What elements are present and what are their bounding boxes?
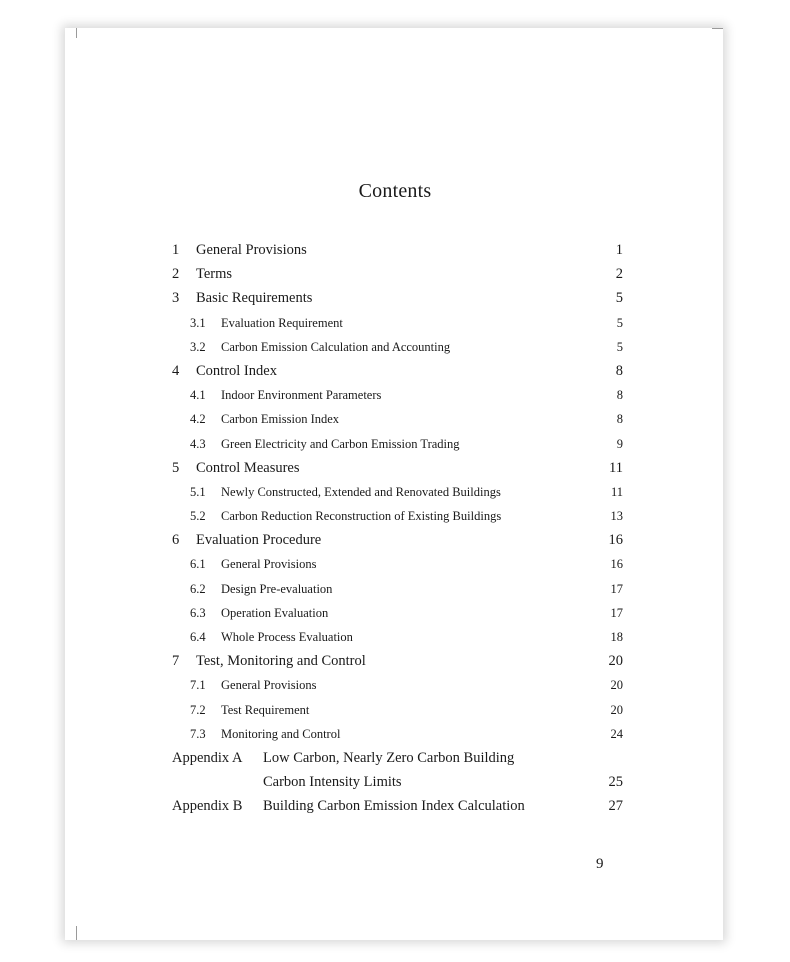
toc-page: 9 (616, 436, 623, 451)
toc-number: 4 (172, 362, 180, 379)
toc-number: 4.2 (190, 412, 206, 427)
toc-number: 2 (172, 266, 180, 283)
toc-subentry[interactable] (172, 601, 623, 625)
toc-entry[interactable] (172, 238, 623, 262)
page-number: 9 (596, 856, 604, 872)
toc-page: 20 (610, 702, 623, 717)
toc-number: 4.3 (190, 436, 206, 451)
toc-page: 24 (610, 726, 623, 741)
toc-label: General Provisions (196, 242, 307, 258)
toc-number: 7.3 (190, 726, 206, 741)
toc-label: Monitoring and Control (221, 726, 341, 741)
toc-subentry[interactable] (172, 480, 623, 504)
toc-number: 4.1 (190, 388, 206, 403)
toc-entry[interactable] (172, 456, 623, 480)
toc-subentry[interactable] (172, 407, 623, 431)
toc-number: 3.2 (190, 339, 206, 354)
toc-entry[interactable] (172, 286, 623, 310)
toc-subentry[interactable] (172, 673, 623, 697)
toc-number: 7.1 (190, 678, 206, 693)
toc-page: 8 (616, 388, 623, 403)
toc-page: 2 (615, 266, 623, 283)
appendix-title-line2: Carbon Intensity Limits (263, 774, 402, 791)
toc-label: Carbon Emission Calculation and Accounting (221, 339, 451, 354)
toc-entry[interactable] (172, 359, 623, 383)
toc-page: 5 (616, 339, 623, 354)
toc-page: 1 (615, 242, 623, 258)
appendix-key: Appendix B (172, 798, 243, 815)
toc-subentry[interactable] (172, 698, 623, 722)
toc-number: 7.2 (190, 702, 206, 717)
toc-appendix-b[interactable] (172, 794, 623, 818)
toc-subentry[interactable] (172, 625, 623, 649)
toc-number: 6.1 (190, 557, 206, 572)
toc-label: Indoor Environment Parameters (221, 388, 382, 403)
crop-mark-bottom-left (76, 926, 77, 940)
toc-page: 27 (608, 798, 623, 815)
appendix-title: Building Carbon Emission Index Calculation (263, 798, 525, 815)
toc-label: Carbon Emission Index (221, 412, 340, 427)
toc-page: 8 (615, 362, 623, 379)
page-title: Contents (358, 180, 432, 202)
toc-entry[interactable] (172, 528, 623, 552)
appendix-title-line1: Low Carbon, Nearly Zero Carbon Building (263, 749, 515, 766)
toc-label: Green Electricity and Carbon Emission Trading (221, 436, 460, 451)
toc-subentry[interactable] (172, 335, 623, 359)
toc-page: 13 (610, 509, 623, 524)
toc-label: Basic Requirements (196, 290, 313, 307)
toc-label: General Provisions (221, 557, 317, 572)
toc-subentry[interactable] (172, 577, 623, 601)
toc-page: 25 (608, 774, 623, 791)
toc-page: 8 (616, 412, 623, 427)
toc-page: 18 (610, 630, 623, 644)
table-of-contents (172, 238, 623, 819)
appendix-key: Appendix A (172, 749, 243, 766)
toc-page: 17 (610, 581, 623, 596)
toc-label: Evaluation Requirement (221, 315, 343, 330)
toc-subentry[interactable] (172, 311, 623, 335)
toc-label: Operation Evaluation (221, 605, 329, 620)
toc-page: 11 (610, 484, 623, 499)
toc-page: 5 (615, 290, 623, 307)
toc-entry[interactable] (172, 262, 623, 286)
toc-label: Test Requirement (221, 702, 310, 717)
crop-mark-top-right (712, 28, 723, 29)
toc-page: 16 (610, 557, 623, 572)
toc-subentry[interactable] (172, 504, 623, 528)
toc-number: 5.2 (190, 509, 206, 524)
toc-page: 5 (616, 315, 623, 330)
toc-number: 6.4 (190, 630, 206, 644)
toc-number: 5 (172, 459, 180, 476)
toc-subentry[interactable] (172, 383, 623, 407)
toc-appendix-a[interactable] (172, 746, 623, 770)
crop-mark-top-left (76, 28, 77, 38)
toc-number: 7 (172, 653, 180, 670)
toc-number: 3 (172, 290, 180, 307)
toc-number: 3.1 (190, 315, 206, 330)
toc-page: 11 (609, 459, 623, 476)
toc-subentry[interactable] (172, 722, 623, 746)
toc-label: Carbon Reduction Reconstruction of Existing Buildings (221, 509, 502, 524)
toc-label: Terms (196, 266, 233, 283)
toc-subentry[interactable] (172, 552, 623, 576)
toc-label: Control Index (196, 362, 277, 379)
toc-page: 17 (610, 605, 623, 620)
toc-entry[interactable] (172, 649, 623, 673)
toc-number: 5.1 (190, 484, 206, 499)
toc-appendix-a-continued[interactable] (172, 770, 623, 794)
toc-label: Evaluation Procedure (196, 532, 322, 549)
toc-label: Control Measures (196, 459, 300, 476)
toc-label: Newly Constructed, Extended and Renovated Buildings (221, 484, 501, 499)
toc-label: Test, Monitoring and Control (196, 653, 366, 670)
toc-page: 16 (608, 532, 623, 549)
toc-label: Design Pre-evaluation (221, 581, 333, 596)
toc-page: 20 (610, 678, 623, 693)
toc-number: 6 (172, 532, 180, 549)
toc-subentry[interactable] (172, 432, 623, 456)
toc-number: 6.3 (190, 605, 206, 620)
toc-label: Whole Process Evaluation (221, 630, 353, 644)
toc-page: 20 (608, 653, 623, 670)
toc-number: 1 (172, 242, 180, 258)
toc-label: General Provisions (221, 678, 317, 693)
toc-number: 6.2 (190, 581, 206, 596)
